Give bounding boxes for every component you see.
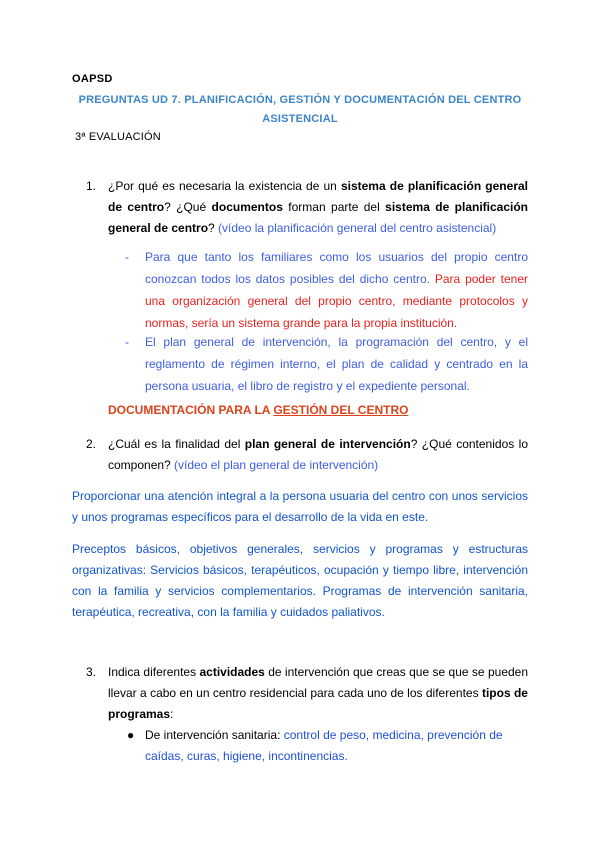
bullet-label: De intervención sanitaria: <box>145 728 284 742</box>
answer-text: Para que tanto los familiares como los usuarios del propio centro conozcan todos los datos posibles del dicho centro. <box>145 250 528 286</box>
question-emphasis: documentos <box>211 200 283 214</box>
bullet-item <box>127 725 528 767</box>
question-2 <box>86 434 528 476</box>
question-text: ¿Cuál es la finalidad del <box>108 437 245 451</box>
section-heading-underlined: GESTIÓN DEL CENTRO <box>273 403 409 417</box>
question-text: de intervención que creas que se que se pueden llevar a cabo en un centro residencial para cada uno de los diferentes <box>108 665 529 700</box>
answer-item <box>125 331 528 397</box>
question-3 <box>86 662 529 725</box>
question-text: ? <box>208 221 219 235</box>
question-emphasis: sistema de planificación general de centro <box>108 200 528 235</box>
question-text: Indica diferentes <box>108 665 200 679</box>
question-emphasis: sistema de planificación general de centro <box>108 179 528 214</box>
question-number: 1. <box>86 179 97 193</box>
answer-text-highlight: Para poder tener una organización general del propio centro, mediante protocolos y normas, sería un sistema grande para la propia institución. <box>145 272 528 330</box>
answer-item <box>125 246 528 334</box>
answer-paragraph: Preceptos básicos, objetivos generales, servicios y programas y estructuras organizativas: Servicios básicos, terapéuticos, ocupación y tiempo libre, intervención con la familia y servicios complementarios. Programas de intervención sanitaria, terapéutica, recreativa, con la familia y cuidados paliativos. <box>72 542 528 619</box>
question-number: 2. <box>86 437 97 451</box>
answer-paragraph: Proporcionar una atención integral a la persona usuaria del centro con unos servicios y unos programas específicos para el desarrollo de la vida en este. <box>72 489 528 524</box>
answer-text: El plan general de intervención, la programación del centro, y el reglamento de régimen interno, el plan de calidad y centrado en la persona usuaria, el libro de registro y el expediente personal. <box>145 335 528 393</box>
question-text: ? ¿Qué <box>164 200 212 214</box>
dash-marker: - <box>125 250 129 264</box>
course-code: OAPSD <box>72 73 113 85</box>
video-reference: (vídeo el plan general de intervención) <box>174 458 379 472</box>
question-emphasis: tipos de programas <box>108 686 528 721</box>
question-emphasis: plan general de intervención <box>244 437 411 451</box>
question-emphasis: actividades <box>199 665 265 679</box>
question-text: ¿Por qué es necesaria la existencia de un <box>108 179 341 193</box>
question-number: 3. <box>86 665 97 679</box>
document-title: PREGUNTAS UD 7. PLANIFICACIÓN, GESTIÓN Y DOCUMENTACIÓN DEL CENTRO ASISTENCIAL <box>78 94 522 125</box>
section-heading <box>108 403 408 417</box>
bullet-dot-icon: ● <box>127 728 135 742</box>
question-text: forman parte del <box>282 200 386 214</box>
section-heading-text: DOCUMENTACIÓN PARA LA <box>108 403 274 417</box>
question-text: : <box>170 707 174 721</box>
video-reference: (vídeo la planificación general del centro asistencial) <box>218 221 497 235</box>
evaluation-label: 3ª EVALUACIÓN <box>75 131 161 143</box>
question-1 <box>86 176 528 239</box>
question-text: ? ¿Qué contenidos lo componen? <box>108 437 528 472</box>
bullet-value: control de peso, medicina, prevención de caídas, curas, higiene, incontinencias. <box>145 728 503 763</box>
dash-marker: - <box>125 335 129 349</box>
